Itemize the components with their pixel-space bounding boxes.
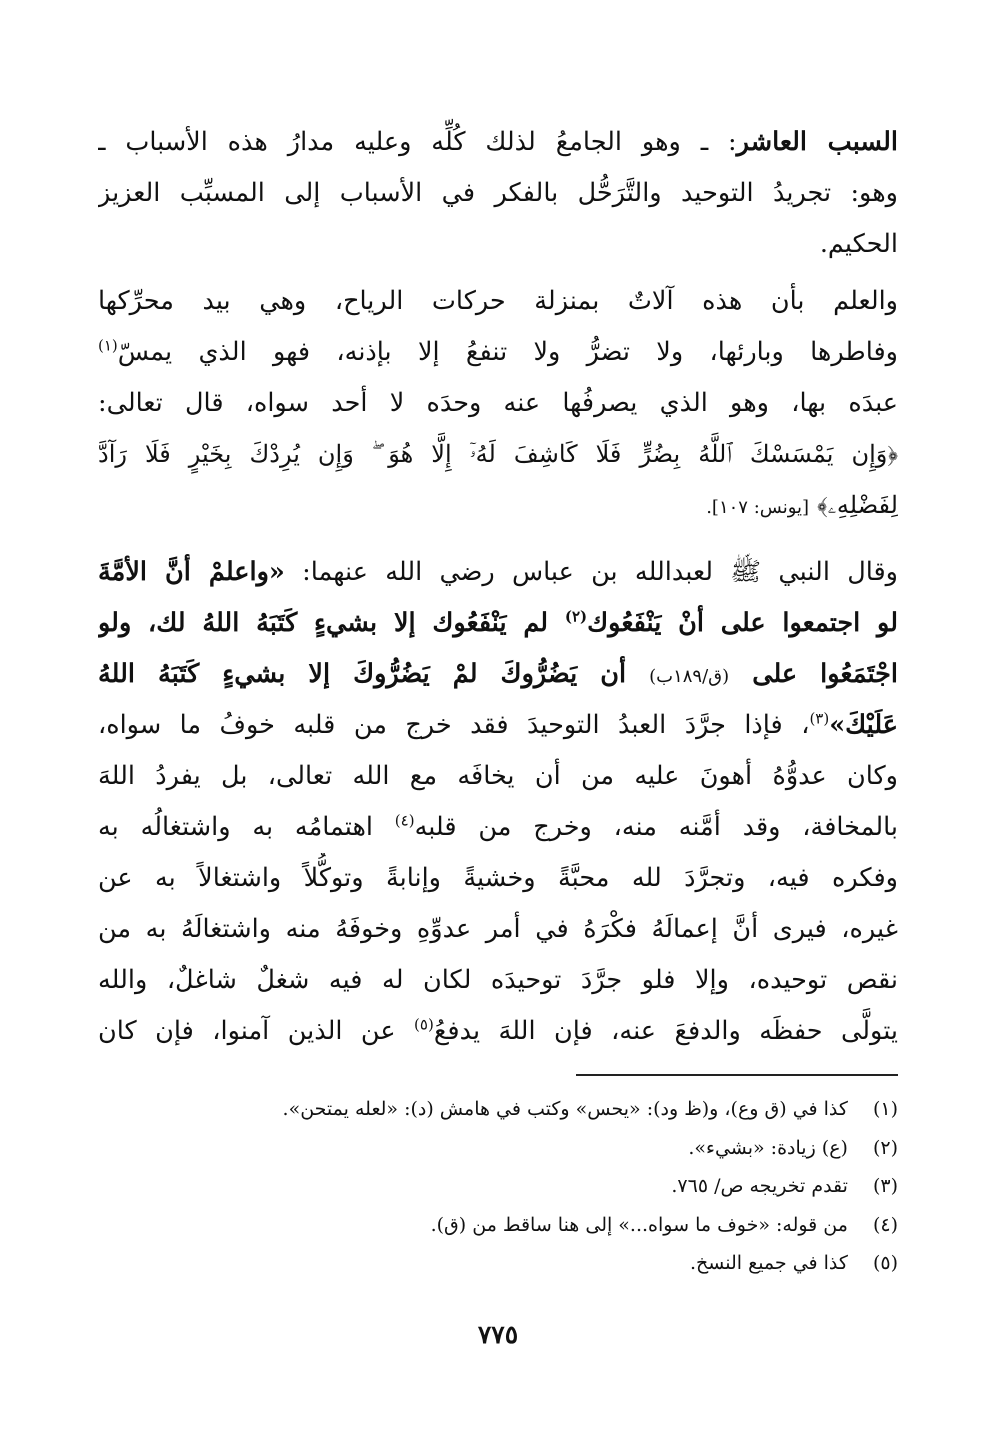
footnote-number: (٣): [872, 1175, 898, 1197]
footnote-number: (٤): [872, 1213, 898, 1236]
line-text: غيره، فيرى أنَّ إعمالَهُ فكْرَهُ في أمر عدوِّهِ وخوفَهُ منه واشتغالَهُ به من: [98, 914, 898, 944]
footnote: [98, 1129, 898, 1168]
text-line: [98, 480, 898, 531]
footnote-number: (٥): [872, 1252, 898, 1274]
footnote-ref: (٤): [394, 811, 415, 830]
paragraph-tenth-reason: [98, 117, 898, 270]
footnote: [98, 1206, 898, 1245]
verse-text: ﴿وَإِن يَمْسَسْكَ ٱللَّهُ بِضُرٍّ فَلَا كَاشِفَ لَهُۥٓ إِلَّا هُوَ ۖ وَإِن يُرِدْكَ بِخَيْرٍ فَلَا رَآدَّ: [98, 440, 898, 468]
text-line: [98, 649, 898, 700]
line-text: : ـ وهو الجامعُ لذلك كُلِّه وعليه مدارُ هذه الأسباب ـ: [98, 127, 737, 157]
text-line: [98, 547, 898, 598]
footnote-number: (١): [872, 1098, 898, 1120]
footnote-text: (ع) زيادة: «بشيء».: [688, 1136, 848, 1159]
text-line: [98, 219, 898, 270]
text-line: [98, 904, 898, 955]
hadith-text: أن يَضُرُّوكَ لمْ يَضُرُّوكَ إلا بشيءٍ كَتَبَهُ اللهُ: [98, 659, 650, 689]
hadith-text: لو اجتمعوا على أنْ يَنْفَعُوك: [587, 608, 898, 638]
footnotes: [98, 1090, 898, 1283]
footnote: [98, 1244, 898, 1283]
text-line: [98, 700, 898, 751]
footnote-separator: [576, 1074, 898, 1076]
section-heading: السبب العاشر: [736, 127, 898, 157]
footnote-text: كذا في (ق وع)، و(ظ ود): «يحس» وكتب في هامش (د): «لعله يمتحن».: [282, 1098, 848, 1120]
paragraph-hadith: [98, 547, 898, 1057]
text-line: [98, 751, 898, 802]
line-text: وفكره فيه، وتجرَّدَ لله محبَّةً وخشيةً وإنابةً وتوكُّلاً واشتغالاً به عن: [98, 863, 898, 893]
text-line: [98, 1006, 898, 1057]
footnote-number: (٢): [872, 1136, 898, 1159]
text-line: [98, 378, 898, 429]
line-text: وفاطرها وبارئها، ولا تضرُّ ولا تنفعُ إلا بإذنه، فهو الذي يمسّ: [117, 337, 898, 367]
footnote-text: تقدم تخريجه ص/ ٧٦٥.: [671, 1175, 848, 1197]
line-text: يتولَّى حفظَه والدفعَ عنه، فإن اللهَ يدفعُ: [433, 1016, 898, 1046]
line-text: الحكيم.: [819, 229, 898, 259]
footnote-ref: (١): [98, 336, 118, 355]
paragraph-knowledge: [98, 276, 898, 531]
footnote-ref: (٣): [809, 709, 830, 728]
footnote-ref: (٥): [414, 1015, 434, 1034]
text-line: [98, 853, 898, 904]
line-text: وهو: تجريدُ التوحيد والتَّرَحُّل بالفكر في الأسباب إلى المسبِّب العزيز: [98, 178, 898, 208]
text-line: [98, 598, 898, 649]
footnote-text: من قوله: «خوف ما سواه...» إلى هنا ساقط من (ق).: [430, 1213, 848, 1236]
line-text: ، فإذا جرَّدَ العبدُ التوحيدَ فقد خرج من قلبه خوفُ ما سواه،: [98, 710, 810, 740]
line-text: نقص توحيده، وإلا فلو جرَّدَ توحيدَه لكان له فيه شغلٌ شاغلٌ، والله: [98, 965, 898, 995]
hadith-text: «واعلمْ أنَّ الأمَّةَ: [98, 557, 285, 587]
verse-citation: [يونس: ١٠٧].: [706, 497, 810, 518]
text-line: [98, 168, 898, 219]
footnote-text: كذا في جميع النسخ.: [689, 1252, 848, 1274]
line-text: بالمخافة، وقد أمَّنه منه، وخرج من قلبه: [414, 812, 898, 842]
quran-verse-line: [98, 429, 898, 480]
verse-text: لِفَضْلِهِۦ﴾: [817, 491, 898, 519]
footnote: [98, 1167, 898, 1206]
line-text: وقال النبي ﷺ لعبدالله بن عباس رضي الله عنهما:: [284, 557, 898, 587]
hadith-text: عَلَيْكَ»: [829, 710, 898, 740]
line-text: عبدَه بها، وهو الذي يصرفُها عنه وحدَه لا أحد سواه، قال تعالى:: [98, 388, 898, 418]
line-text: والعلم بأن هذه آلاتٌ بمنزلة حركات الرياح، وهي بيد محرِّكها: [98, 286, 898, 316]
text-line: [98, 276, 898, 327]
text-line: [98, 955, 898, 1006]
manuscript-marker: (ق/١٨٩ب): [649, 666, 730, 687]
page-number: ٧٧٥: [477, 1320, 519, 1349]
hadith-text: لم يَنْفَعُوك إلا بشيءٍ كَتَبَهُ اللهُ لك، ولو: [98, 608, 565, 638]
line-text: وكان عدوُّهُ أهونَ عليه من أن يخافَه مع الله تعالى، بل يفردُ اللهَ: [98, 761, 898, 791]
line-text: اهتمامُه به واشتغالُه به: [98, 812, 395, 842]
text-line: [98, 802, 898, 853]
hadith-text: اجْتَمَعُوا على: [729, 659, 898, 689]
footnote: [98, 1090, 898, 1129]
footnote-ref: (٢): [564, 607, 588, 626]
line-text: عن الذين آمنوا، فإن كان: [98, 1016, 415, 1046]
text-line: [98, 117, 898, 168]
text-line: [98, 327, 898, 378]
